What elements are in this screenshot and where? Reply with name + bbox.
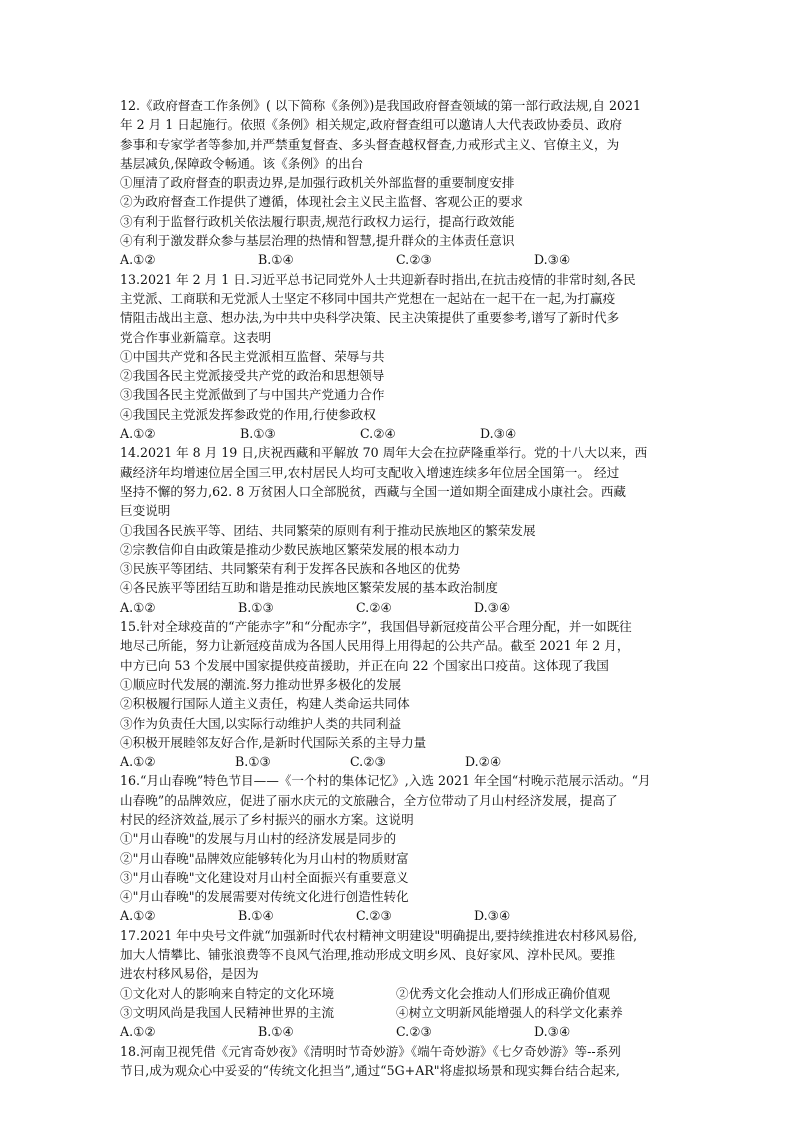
question-stem-line: 基层减负,保障政令畅通。该《条例》的出台 bbox=[120, 155, 364, 171]
question-18 bbox=[120, 1042, 690, 1081]
statement: ④"月山春晚"的发展需要对传统文化进行创造性转化 bbox=[120, 889, 409, 905]
option-a: A.①② bbox=[120, 908, 156, 924]
statement: ④积极开展睦邻友好合作,是新时代国际关系的主导力量 bbox=[120, 734, 427, 750]
answer-options bbox=[120, 250, 690, 269]
question-stem-line: 巨变说明 bbox=[120, 503, 171, 519]
option-d: D.③④ bbox=[534, 1024, 571, 1040]
statement: ①厘清了政府督查的职责边界,是加强行政机关外部监督的重要制度安排 bbox=[120, 175, 515, 191]
question-12 bbox=[120, 96, 690, 270]
option-a: A.①② bbox=[120, 754, 156, 770]
question-16 bbox=[120, 771, 690, 925]
statement: ①"月山春晚"的发展与月山村的经济发展是同步的 bbox=[120, 831, 397, 847]
statement: ②我国各民主党派接受共产党的政治和思想领导 bbox=[120, 368, 385, 384]
option-b: B.①③ bbox=[238, 599, 274, 615]
option-c: C.②③ bbox=[356, 908, 392, 924]
question-stem-line: 进农村移风易俗，是因为 bbox=[120, 966, 259, 982]
option-b: B.①③ bbox=[235, 754, 271, 770]
question-stem-line: 村民的经济效益,展示了乡村振兴的丽水方案。这说明 bbox=[120, 811, 414, 827]
option-c: C.②③ bbox=[396, 1024, 432, 1040]
statement-pair bbox=[120, 984, 690, 1003]
statement: ②"月山春晚"品牌效应能够转化为月山村的物质财富 bbox=[120, 850, 409, 866]
option-a: A.①② bbox=[120, 1024, 156, 1040]
answer-options bbox=[120, 906, 690, 925]
option-c: C.②④ bbox=[356, 599, 392, 615]
answer-options bbox=[120, 1022, 690, 1041]
option-c: C.②④ bbox=[360, 426, 396, 442]
question-stem-line: 中方已向 53 个发展中国家提供疫苗援助，并正在向 22 个国家出口疫苗。这体现了我国 bbox=[120, 657, 609, 673]
statement: ①中国共产党和各民主党派相互监督、荣辱与共 bbox=[120, 348, 385, 364]
option-b: B.①④ bbox=[258, 1024, 294, 1040]
question-stem-line: 参事和专家学者等参加,并严禁重复督查、多头督查越权督查,力戒形式主义、官僚主义，为 bbox=[120, 136, 620, 152]
option-d: D.②④ bbox=[465, 754, 502, 770]
statement: ④树立文明新风能增强人的科学文化素养 bbox=[396, 1004, 623, 1020]
question-stem-line: 党合作事业新篇章。这表明 bbox=[120, 329, 272, 345]
option-b: B.①④ bbox=[238, 908, 274, 924]
statement: ④各民族平等团结互助和谐是推动民族地区繁荣发展的基本政治制度 bbox=[120, 580, 498, 596]
statement: ③"月山春晚"文化建设对月山村全面振兴有重要意义 bbox=[120, 869, 409, 885]
question-stem-line: 12.《政府督查工作条例》( 以下简称《条例》)是我国政府督查领域的第一部行政法规,自 2021 bbox=[120, 98, 641, 113]
question-stem-line: 坚持不懈的努力,62. 8 万贫困人口全部脱贫，西藏与全国一道如期全面建成小康社会。西藏 bbox=[120, 483, 627, 499]
statement: ②宗教信仰自由政策是推动少数民族地区繁荣发展的根本动力 bbox=[120, 541, 461, 557]
option-a: A.①② bbox=[120, 426, 156, 442]
option-b: B.①③ bbox=[240, 426, 276, 442]
statement: ③有利于监督行政机关依法履行职责,规范行政权力运行，提高行政效能 bbox=[120, 213, 515, 229]
statement: ②为政府督查工作提供了遵循，体现社会主义民主监督、客观公正的要求 bbox=[120, 194, 523, 210]
option-d: D.③④ bbox=[474, 599, 511, 615]
question-stem-line: 年 2 月 1 日起施行。依照《条例》相关规定,政府督查组可以邀请人大代表政协委员、政府 bbox=[120, 117, 623, 133]
option-d: D.③④ bbox=[480, 426, 517, 442]
option-b: B.①④ bbox=[258, 252, 294, 268]
question-14 bbox=[120, 443, 690, 617]
question-stem-line: 地尽己所能，努力让新冠疫苗成为各国人民用得上用得起的公共产品。截至 2021 年 2 月， bbox=[120, 638, 630, 654]
exam-page bbox=[120, 96, 690, 1080]
statement: ④我国民主党派发挥参政党的作用,行使参政权 bbox=[120, 406, 376, 422]
option-c: C.②③ bbox=[350, 754, 386, 770]
statement: ③作为负责任大国,以实际行动维护人类的共同利益 bbox=[120, 715, 402, 731]
option-a: A.①② bbox=[120, 599, 156, 615]
question-stem-line: 15.针对全球疫苗的“产能赤字”和“分配赤字”，我国倡导新冠疫苗公平合理分配，并一如既往 bbox=[120, 619, 632, 635]
statement-pair bbox=[120, 1003, 690, 1022]
answer-options bbox=[120, 752, 690, 771]
question-13 bbox=[120, 270, 690, 444]
statement: ①文化对人的影响来自特定的文化环境 bbox=[120, 985, 335, 1001]
question-stem-line: 加大人情攀比、铺张浪费等不良风气治理,推动形成文明乡风、良好家风、淳朴民风。要推 bbox=[120, 947, 616, 963]
option-d: D.③④ bbox=[474, 908, 511, 924]
question-stem-line: 13.2021 年 2 月 1 日.习近平总书记同党外人士共迎新春时指出,在抗击疫情的非常时刻,各民 bbox=[120, 271, 636, 287]
question-stem-line: 17.2021 年中央号文件就“加强新时代农村精神文明建设"明确提出,要持续推进农村移风易俗, bbox=[120, 927, 638, 943]
question-stem-line: 山春晚”的品牌效应，促进了丽水庆元的文旅融合，全方位带动了月山村经济发展，提高了 bbox=[120, 792, 618, 808]
question-stem-line: 14.2021 年 8 月 19 日,庆祝西藏和平解放 70 周年大会在拉萨隆重举行。党的十八大以来，西 bbox=[120, 445, 648, 461]
option-c: C.②③ bbox=[396, 252, 432, 268]
statement: ③文明风尚是我国人民精神世界的主流 bbox=[120, 1004, 335, 1020]
question-stem-line: 节日,成为观众心中妥妥的“传统文化担当”,通过“5G+AR"将虚拟场景和现实舞台结合起来, bbox=[120, 1062, 620, 1078]
statement: ④有利于激发群众参与基层治理的热情和智慧,提升群众的主体责任意识 bbox=[120, 233, 515, 249]
statement: ②积极履行国际人道主义责任，构建人类命运共同体 bbox=[120, 696, 410, 712]
question-15 bbox=[120, 617, 690, 771]
question-stem-line: 18.河南卫视凭借《元宵奇妙夜》《清明时节奇妙游》《端午奇妙游》《七夕奇妙游》等--系列 bbox=[120, 1043, 621, 1059]
question-stem-line: 主党派、工商联和无党派人士坚定不移同中国共产党想在一起站在一起干在一起,为打赢疫 bbox=[120, 290, 616, 306]
answer-options bbox=[120, 598, 690, 617]
statement: ①我国各民族平等、团结、共同繁荣的原则有利于推动民族地区的繁荣发展 bbox=[120, 522, 536, 538]
statement: ③民族平等团结、共同繁荣有利于发挥各民族和各地区的优势 bbox=[120, 561, 461, 577]
statement: ②优秀文化会推动人们形成正确价值观 bbox=[396, 985, 611, 1001]
question-stem-line: 藏经济年均增速位居全国三甲,农村居民人均可支配收入增速连续多年位居全国第一。 经过 bbox=[120, 464, 620, 480]
answer-options bbox=[120, 424, 690, 443]
option-d: D.③④ bbox=[534, 252, 571, 268]
question-stem-line: 16.“月山春晚”特色节目——《一个村的集体记忆》,入选 2021 年全国“村晚示范展示活动。“月 bbox=[120, 773, 651, 789]
option-a: A.①② bbox=[120, 252, 156, 268]
question-stem-line: 情阻击战出主意、想办法,为中共中央科学决策、民主决策提供了重要参考,谱写了新时代多 bbox=[120, 310, 620, 326]
statement: ③我国各民主党派做到了与中国共产党通力合作 bbox=[120, 387, 385, 403]
statement: ①顺应时代发展的潮流.努力推动世界多极化的发展 bbox=[120, 676, 402, 692]
question-17 bbox=[120, 926, 690, 1042]
